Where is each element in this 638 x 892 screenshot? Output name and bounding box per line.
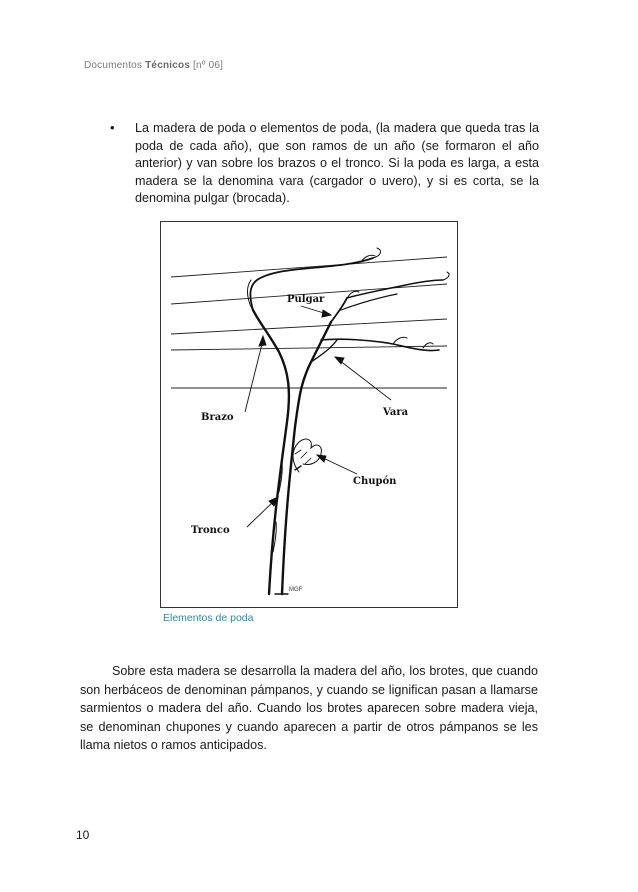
header-prefix: Documentos: [84, 60, 146, 71]
label-chupon: Chupón: [353, 476, 397, 487]
label-vara: Vara: [383, 407, 409, 418]
figure-caption: Elementos de poda: [163, 612, 254, 624]
header-bold: Técnicos: [145, 60, 191, 71]
vine-pruning-illustration: [160, 221, 458, 608]
vine-plant: [248, 248, 450, 594]
artist-signature: MGF: [289, 587, 303, 593]
running-header: [84, 60, 223, 71]
bullet-symbol: •: [110, 120, 115, 135]
header-suffix: [nº 06]: [190, 60, 224, 71]
label-arrows: [245, 306, 391, 527]
body-paragraph: Sobre esta madera se desarrolla la madera del año, los brotes, que cuando son herbáceos de denominan pámpanos, y cuando se lignifican pasan a llamarse sarmientos o madera del año. Cuando los brotes aparecen sobre madera vieja, se denominan chupones y cuando aparecen a partir de otros pámpanos se les llama nietos o ramos anticipados.: [80, 664, 538, 752]
vine-drawing: [161, 222, 457, 607]
label-tronco: Tronco: [191, 525, 230, 536]
page-number: 10: [76, 828, 90, 842]
bullet-text: La madera de poda o elementos de poda, (la madera que queda tras la poda de cada año), que son ramos de un año (se formaron el año anterior) y van sobre los brazos o el tronco. Si la poda es larga, a esta madera se la denomina vara (cargador o uvero), y si es corta, se la denomina pulgar (brocada).: [135, 121, 539, 206]
label-brazo: Brazo: [201, 412, 234, 423]
label-pulgar: Pulgar: [287, 294, 325, 305]
